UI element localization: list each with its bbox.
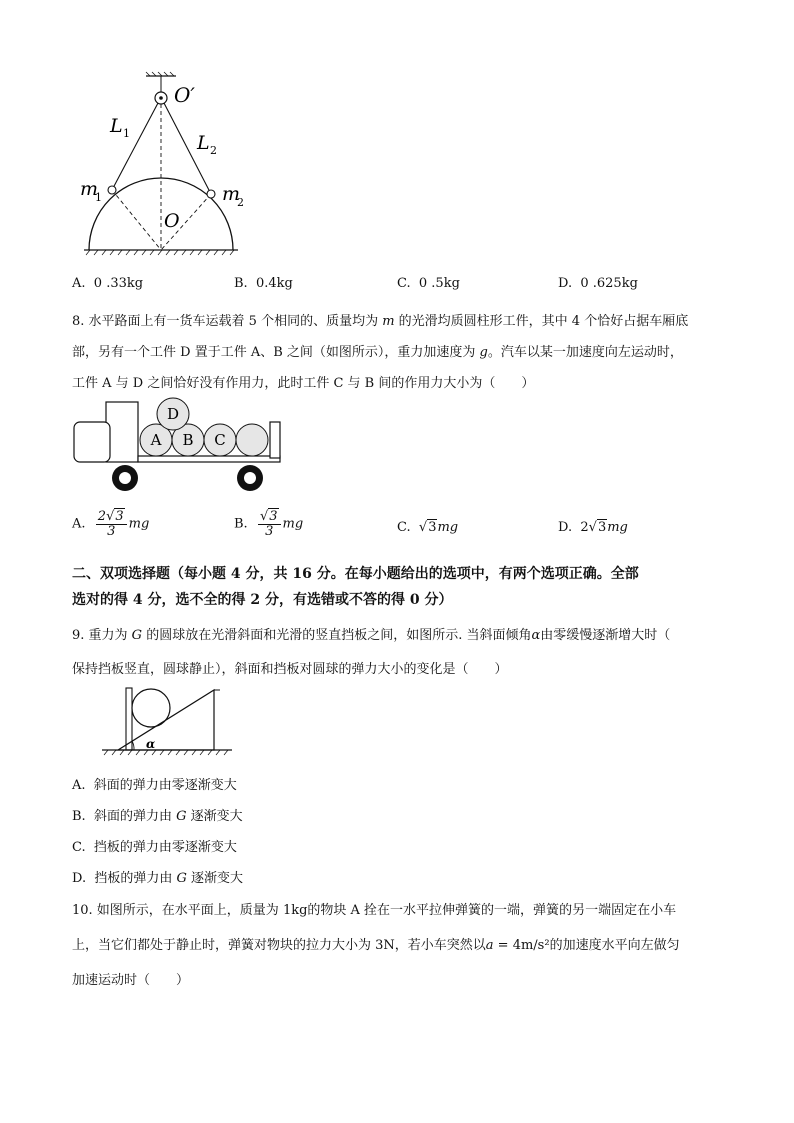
label-o: O <box>164 210 180 232</box>
q8-option-b[interactable]: B. $\frac{√3}{3}$ mg <box>234 509 304 539</box>
q8-line-1: 8. 水平路面上有一货车运载着 5 个相同的、质量均为 m 的光滑均质圆柱形工件，其中 4 个恰好占据车厢底 <box>72 314 689 329</box>
ball-incline-figure <box>100 684 240 764</box>
q8-line-3: 工件 A 与 D 之间恰好没有作用力，此时工件 C 与 B 间的作用力大小为（ ） <box>72 376 535 391</box>
option-c[interactable]: C. 0 .5kg <box>397 276 460 291</box>
label-m1-sub: 1 <box>95 191 102 204</box>
angle-alpha-label: α <box>146 737 156 751</box>
q9-option-c[interactable]: C. 挡板的弹力由零逐渐变大 <box>72 840 237 855</box>
label-l2-sub: 2 <box>210 144 217 157</box>
q9-line-2: 保持挡板竖直，圆球静止），斜面和挡板对圆球的弹力大小的变化是（ ） <box>72 662 508 677</box>
truck-figure <box>70 396 285 496</box>
label-m1: m <box>80 178 99 200</box>
fraction: $\frac{√3}{3}$ <box>258 510 281 538</box>
q9-option-b[interactable]: B. 斜面的弹力由 G 逐渐变大 <box>72 809 243 824</box>
q10-line-1: 10. 如图所示，在水平面上，质量为 1kg的物块 A 拴在一水平拉伸弹簧的一端，弹簧的另一端固定在小车 <box>72 903 677 918</box>
q8-option-d[interactable]: D. 2√3mg <box>558 520 628 535</box>
section-2-heading-cont: 选对的得 4 分，选不全的得 2 分，有选错或不答的得 0 分） <box>72 592 453 608</box>
label-l1: L <box>110 115 123 137</box>
label-m2-sub: 2 <box>237 196 244 209</box>
q9-option-d[interactable]: D. 挡板的弹力由 G 逐渐变大 <box>72 871 244 886</box>
q10-line-3: 加速运动时（ ） <box>72 973 190 988</box>
cylinder-b-label: B <box>182 431 194 449</box>
label-l2: L <box>197 132 210 154</box>
label-o-prime: O′ <box>174 83 195 107</box>
q9-option-a[interactable]: A. 斜面的弹力由零逐渐变大 <box>72 778 237 793</box>
label-m2: m <box>222 183 241 205</box>
label-l1-sub: 1 <box>123 127 130 140</box>
q9-line-1: 9. 重力为 G 的圆球放在光滑斜面和光滑的竖直挡板之间，如图所示. 当斜面倾角α由零缓慢逐渐增大时（ <box>72 628 671 643</box>
option-b[interactable]: B. 0.4kg <box>234 276 293 291</box>
option-d[interactable]: D. 0 .625kg <box>558 276 638 291</box>
pendulum-hemisphere-figure <box>80 70 260 260</box>
q10-line-2: 上，当它们都处于静止时，弹簧对物块的拉力大小为 3N，若小车突然以a = 4m/s²的加速度水平向左做匀 <box>72 938 680 953</box>
cylinder-d-label: D <box>166 405 180 423</box>
cylinder-c-label: C <box>214 431 226 449</box>
q8-line-2: 部，另有一个工件 D 置于工件 A、B 之间（如图所示），重力加速度为 g。汽车以某一加速度向左运动时， <box>72 345 683 360</box>
q8-option-c[interactable]: C. √3mg <box>397 520 459 535</box>
fraction: $\frac{2√3}{3}$ <box>96 510 127 538</box>
section-2-heading: 二、双项选择题（每小题 4 分，共 16 分。在每小题给出的选项中，有两个选项正确。全部 <box>72 566 639 582</box>
cylinder-a-label: A <box>150 431 162 449</box>
option-a[interactable]: A. 0 .33kg <box>72 276 144 291</box>
q8-option-a[interactable]: A. $\frac{2√3}{3}$ mg <box>72 509 150 539</box>
